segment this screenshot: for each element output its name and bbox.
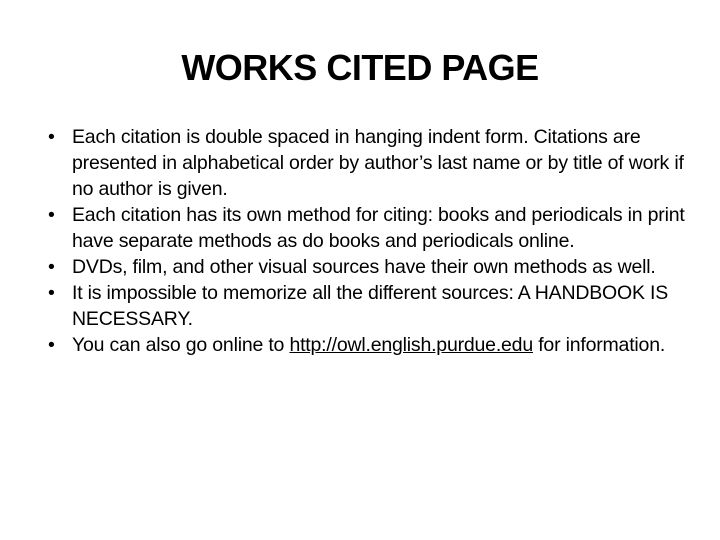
- bullet-text-after-link: for information.: [532, 334, 666, 356]
- bullet-item: [48, 332, 688, 358]
- bullet-icon: •: [48, 256, 55, 278]
- bullet-list: [48, 124, 688, 358]
- bullet-item: [48, 202, 688, 254]
- bullet-icon: •: [48, 126, 55, 148]
- bullet-item: [48, 124, 688, 202]
- bullet-text: It is impossible to memorize all the different sources: A HANDBOOK IS NECESSARY.: [72, 282, 668, 330]
- bullet-icon: •: [48, 334, 55, 356]
- bullet-text: Each citation is double spaced in hanging indent form. Citations are presented in alphabetical order by author’s last name or by title of work if no author is given.: [72, 126, 684, 200]
- slide-title: WORKS CITED PAGE: [181, 47, 539, 88]
- bullet-icon: •: [48, 282, 55, 304]
- bullet-text: Each citation has its own method for citing: books and periodicals in print have separate methods as do books and periodicals online.: [72, 204, 685, 252]
- bullet-text-before-link: You can also go online to: [72, 334, 290, 356]
- bullet-item: [48, 254, 688, 280]
- bullet-text: DVDs, film, and other visual sources have their own methods as well.: [72, 256, 656, 278]
- purdue-owl-link[interactable]: http://owl.english.purdue.edu: [289, 334, 533, 356]
- bullet-icon: •: [48, 204, 55, 226]
- bullet-item: [48, 280, 688, 332]
